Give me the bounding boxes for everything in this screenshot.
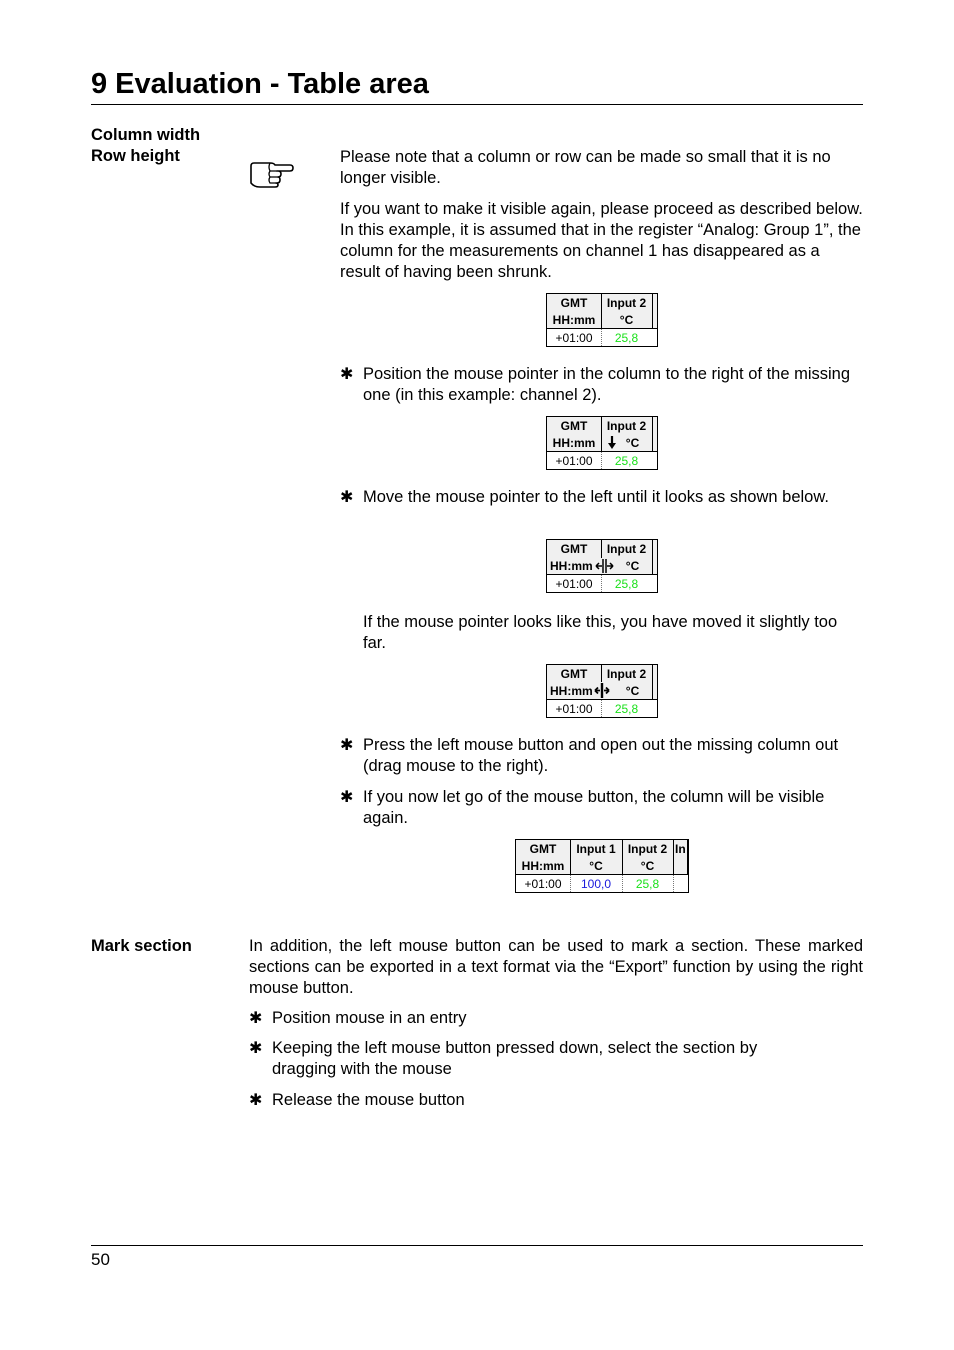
- header-unit: °C: [625, 559, 640, 573]
- pointing-hand-icon: [248, 158, 294, 188]
- mark-bullet-3: [249, 1090, 863, 1111]
- bullet-star-icon: ✱: [340, 489, 354, 506]
- header-hhmm: HH:mm: [550, 559, 593, 573]
- column-resize-cursor-icon: [593, 682, 611, 699]
- header-unit-1: °C: [589, 859, 603, 873]
- cell-value: 25,8: [614, 702, 639, 716]
- heading-column-width: Column width: [91, 126, 201, 144]
- table-snippet-restored: [515, 839, 689, 893]
- step-bullet-1: [340, 364, 863, 406]
- cell-time: +01:00: [555, 702, 593, 716]
- header-partial: In: [675, 842, 686, 856]
- table-snippet-1: [546, 293, 658, 347]
- header-input1: Input 1: [576, 842, 616, 856]
- column-split-cursor-icon: [595, 558, 615, 574]
- header-gmt: GMT: [560, 667, 588, 681]
- bullet-star-icon: ✱: [249, 1010, 263, 1027]
- header-input2: Input 2: [606, 542, 647, 556]
- bullet-text: Position mouse in an entry: [272, 1009, 467, 1027]
- cell-time: +01:00: [524, 877, 562, 891]
- intro-paragraph: If you want to make it visible again, please proceed as described below. In this example, it is assumed that in the register “Analog: Group 1”, the column for the measurements on channel 1 has disappeared as a result of having been shrunk.: [340, 200, 863, 281]
- header-hhmm: HH:mm: [521, 859, 565, 873]
- header-gmt: GMT: [529, 842, 557, 856]
- bullet-text: Keeping the left mouse button pressed down, select the section by dragging with the mouse: [272, 1039, 758, 1078]
- heading-mark-section: Mark section: [91, 937, 192, 955]
- header-rule: [91, 104, 863, 105]
- header-input2: Input 2: [606, 419, 647, 433]
- mark-bullet-2: [249, 1038, 863, 1080]
- header-unit: °C: [625, 684, 640, 698]
- header-unit: °C: [619, 313, 634, 327]
- header-hhmm: HH:mm: [552, 436, 596, 450]
- down-arrow-cursor-icon: [607, 436, 617, 450]
- cell-time: +01:00: [555, 577, 593, 591]
- header-unit-2: °C: [640, 859, 655, 873]
- cell-value-1: 100,0: [580, 877, 612, 891]
- step-text: If you now let go of the mouse button, the column will be visible again.: [363, 788, 825, 827]
- cell-value: 25,8: [614, 454, 639, 468]
- bullet-star-icon: ✱: [249, 1092, 263, 1109]
- cell-value-2: 25,8: [635, 877, 660, 891]
- step-text: Position the mouse pointer in the column to the right of the missing one (in this example: channel 2).: [363, 365, 851, 404]
- table-snippet-3: [546, 539, 658, 593]
- header-input2: Input 2: [627, 842, 668, 856]
- header-gmt: GMT: [560, 419, 588, 433]
- bullet-text: Release the mouse button: [272, 1091, 465, 1109]
- header-hhmm: HH:mm: [552, 313, 596, 327]
- mark-bullet-1: [249, 1008, 863, 1029]
- bullet-star-icon: ✱: [340, 789, 354, 806]
- footer-rule: [91, 1245, 863, 1246]
- cell-value: 25,8: [614, 577, 639, 591]
- table-snippet-2: [546, 416, 658, 470]
- heading-row-height: Row height: [91, 147, 180, 165]
- cell-value: 25,8: [614, 331, 639, 345]
- step-text: Press the left mouse button and open out the missing column out (drag mouse to the right).: [363, 736, 839, 775]
- header-gmt: GMT: [560, 296, 588, 310]
- header-gmt: GMT: [560, 542, 588, 556]
- step-bullet-2: [340, 487, 863, 508]
- bullet-star-icon: ✱: [249, 1040, 263, 1057]
- too-far-note: If the mouse pointer looks like this, you have moved it slightly too far.: [363, 613, 838, 652]
- step-text: Move the mouse pointer to the left until it looks as shown below.: [363, 488, 829, 506]
- header-hhmm: HH:mm: [550, 684, 593, 698]
- header-input2: Input 2: [606, 667, 647, 681]
- table-snippet-4: [546, 664, 658, 718]
- mark-section-intro: In addition, the left mouse button can be used to mark a section. These marked sections can be exported in a text format via the “Export” function by using the right mouse button.: [249, 937, 863, 997]
- bullet-star-icon: ✱: [340, 737, 354, 754]
- page-number: 50: [91, 1250, 110, 1269]
- header-input2: Input 2: [606, 296, 647, 310]
- bullet-star-icon: ✱: [340, 366, 354, 383]
- step-bullet-3: [340, 735, 863, 777]
- step-bullet-4: [340, 787, 863, 829]
- note-paragraph: Please note that a column or row can be made so small that it is no longer visible.: [340, 148, 831, 187]
- cell-time: +01:00: [555, 454, 593, 468]
- header-unit: °C: [625, 436, 640, 450]
- chapter-title: 9 Evaluation - Table area: [91, 68, 429, 100]
- cell-time: +01:00: [555, 331, 593, 345]
